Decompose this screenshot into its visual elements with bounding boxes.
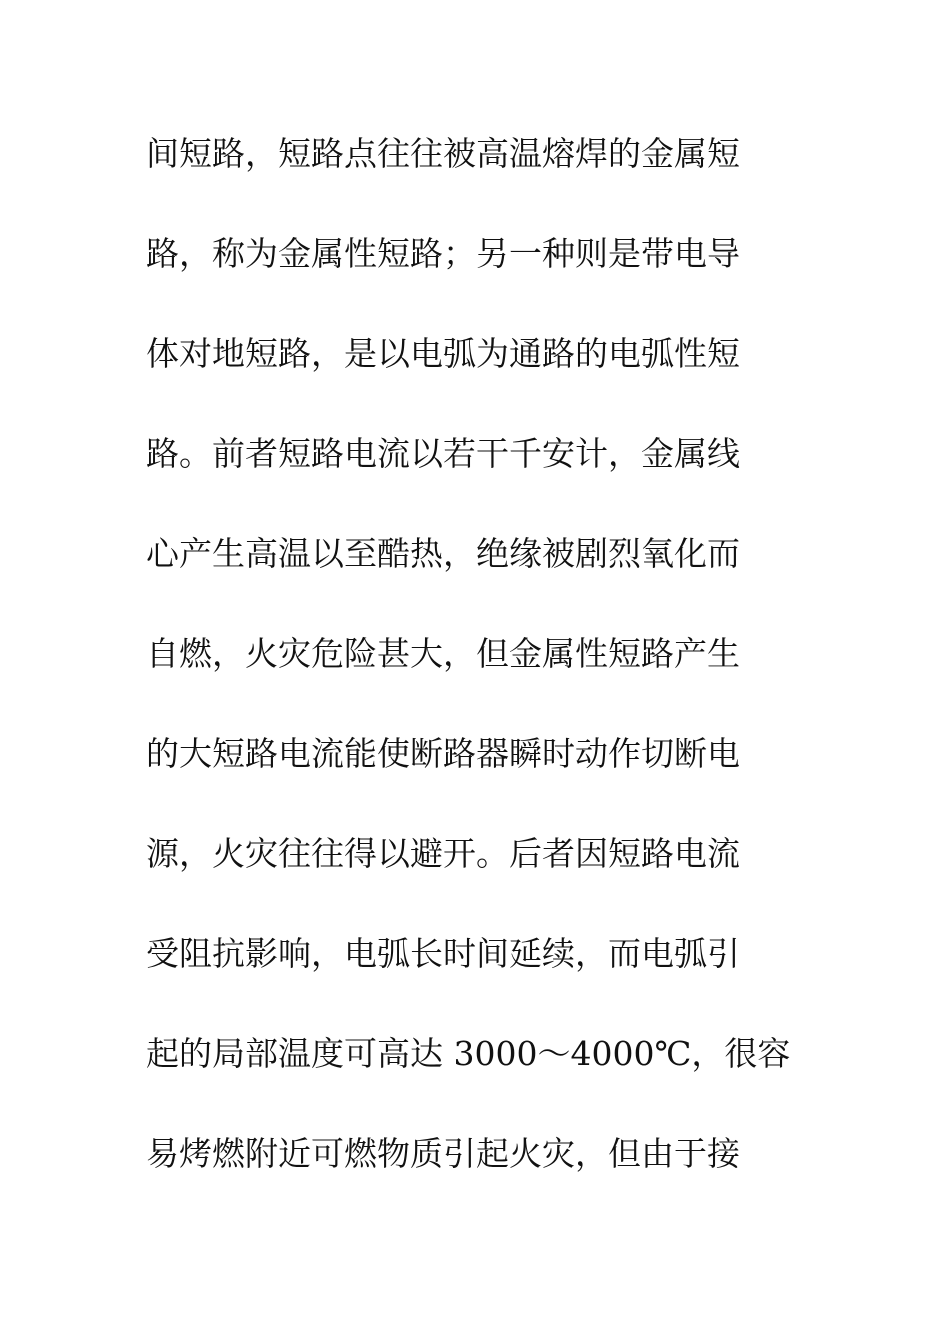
text-line: 路，称为金属性短路；另一种则是带电导 xyxy=(146,234,740,273)
text-line: 路。前者短路电流以若干千安计，金属线 xyxy=(146,434,740,473)
text-line: 自燃，火灾危险甚大，但金属性短路产生 xyxy=(146,634,740,673)
text-line: 间短路，短路点往往被高温熔焊的金属短 xyxy=(146,134,740,173)
text-line: 的大短路电流能使断路器瞬时动作切断电 xyxy=(146,734,740,773)
text-line: 体对地短路，是以电弧为通路的电弧性短 xyxy=(146,334,740,373)
text-line: 源，火灾往往得以避开。后者因短路电流 xyxy=(146,834,740,873)
text-line: 易烤燃附近可燃物质引起火灾，但由于接 xyxy=(146,1134,740,1173)
text-line: 受阻抗影响，电弧长时间延续，而电弧引 xyxy=(146,934,740,973)
text-line: 心产生高温以至酷热，绝缘被剧烈氧化而 xyxy=(146,534,740,573)
text-line: 起的局部温度可高达 3000～4000℃，很容 xyxy=(146,1034,791,1073)
body-paragraph xyxy=(146,127,806,1227)
